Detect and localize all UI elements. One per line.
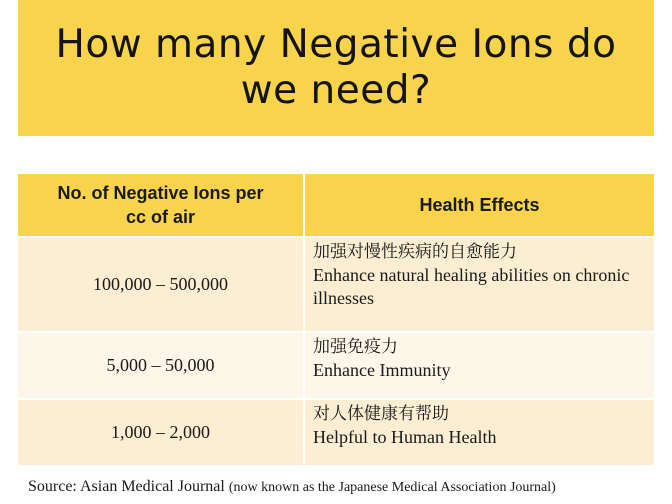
health-effect-cell bbox=[304, 237, 654, 332]
ion-range-cell: 1,000 – 2,000 bbox=[18, 399, 304, 465]
health-effect-cell bbox=[304, 332, 654, 399]
table-row bbox=[18, 237, 654, 332]
source-note: (now known as the Japanese Medical Association Journal) bbox=[228, 480, 556, 495]
effect-chinese: 对人体健康有帮助 bbox=[313, 404, 449, 424]
effect-english: Helpful to Human Health bbox=[313, 427, 497, 447]
ion-range-cell: 5,000 – 50,000 bbox=[18, 332, 304, 399]
table-row bbox=[18, 399, 654, 465]
header-ion-count-label: No. of Negative Ions per cc of air bbox=[57, 183, 264, 227]
effect-english: Enhance Immunity bbox=[313, 360, 451, 380]
table-row bbox=[18, 332, 654, 399]
title-banner bbox=[18, 0, 654, 136]
source-label: Source: Asian Medical Journal bbox=[28, 478, 225, 495]
header-health-effects: Health Effects bbox=[304, 174, 654, 237]
source-citation bbox=[28, 478, 556, 496]
header-ion-count bbox=[18, 174, 304, 237]
ion-health-table bbox=[18, 174, 654, 465]
effect-chinese: 加强对慢性疾病的自愈能力 bbox=[313, 242, 517, 262]
slide-title: How many Negative Ions do we need? bbox=[55, 22, 617, 113]
ion-range-cell: 100,000 – 500,000 bbox=[18, 237, 304, 332]
effect-chinese: 加强免疫力 bbox=[313, 337, 398, 357]
table-header-row bbox=[18, 174, 654, 237]
health-effect-cell bbox=[304, 399, 654, 465]
effect-english: Enhance natural healing abilities on chronic illnesses bbox=[313, 265, 630, 308]
